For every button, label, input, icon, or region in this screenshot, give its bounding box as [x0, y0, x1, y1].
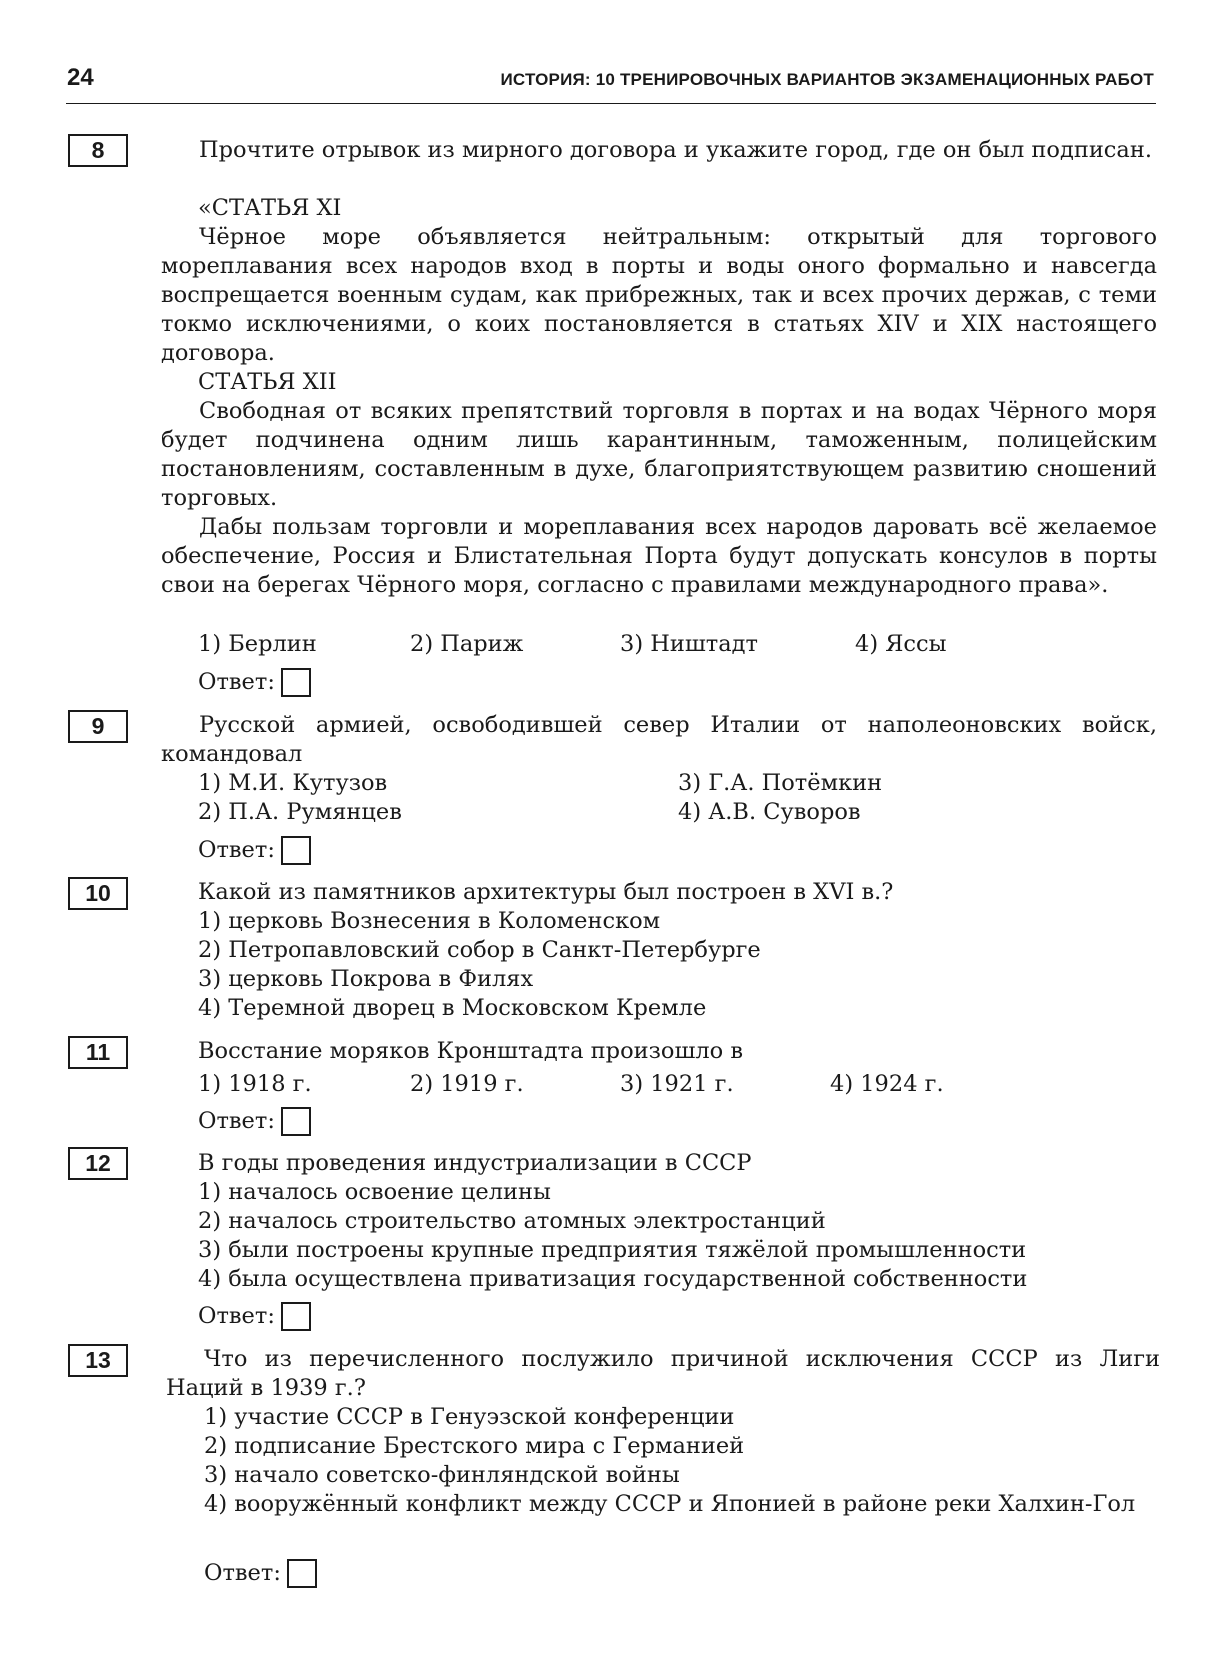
task-number-8: 8 — [68, 134, 128, 167]
task-8-option-4: 4) Яссы — [855, 631, 947, 657]
task-10-question: Какой из памятников архитектуры был построен в XVI в.? — [198, 879, 894, 905]
task-8-option-1: 1) Берлин — [198, 631, 317, 657]
task-11-option-4: 4) 1924 г. — [830, 1071, 944, 1097]
answer-label: Ответ: — [198, 1108, 275, 1134]
running-title: ИСТОРИЯ: 10 ТРЕНИРОВОЧНЫХ ВАРИАНТОВ ЭКЗАМЕНАЦИОННЫХ РАБОТ — [500, 70, 1154, 89]
task-9-option-2: 2) П.А. Румянцев — [198, 799, 402, 825]
task-12-option-4: 4) была осуществлена приватизация государственной собственности — [198, 1266, 1028, 1292]
answer-label: Ответ: — [204, 1560, 281, 1586]
task-12-option-3: 3) были построены крупные предприятия тяжёлой промышленности — [198, 1237, 1027, 1263]
task-12-answer — [198, 1300, 311, 1332]
task-13-answer — [204, 1557, 317, 1589]
task-9-option-1: 1) М.И. Кутузов — [198, 770, 388, 796]
task-13-question: Что из перечисленного послужило причиной исключения СССР из Лиги Наций в 1939 г.? — [166, 1346, 1160, 1401]
task-number-12: 12 — [68, 1147, 128, 1180]
task-11-answer-box[interactable] — [281, 1107, 311, 1136]
task-12-question: В годы проведения индустриализации в СССР — [198, 1150, 752, 1176]
task-11-answer — [198, 1105, 311, 1137]
task-9-answer-box[interactable] — [281, 836, 311, 865]
task-13-option-4: 4) вооружённый конфликт между СССР и Японией в районе реки Халхин-Гол — [204, 1491, 1136, 1517]
task-number-10: 10 — [68, 877, 128, 910]
task-8-option-2: 2) Париж — [410, 631, 524, 657]
task-number-13: 13 — [68, 1344, 128, 1377]
task-10-option-3: 3) церковь Покрова в Филях — [198, 966, 534, 992]
task-13-option-1: 1) участие СССР в Генуэзской конференции — [204, 1404, 735, 1430]
task-12-option-2: 2) началось строительство атомных электростанций — [198, 1208, 826, 1234]
task-number-11: 11 — [68, 1036, 128, 1069]
task-11-question: Восстание моряков Кронштадта произошло в — [198, 1038, 744, 1064]
task-9-option-3: 3) Г.А. Потёмкин — [678, 770, 883, 796]
excerpt-article-12-text-1: Свободная от всяких препятствий торговля в портах и на водах Чёрного моря будет подчинена одним лишь карантинным, таможенным, полицейским постановлениям, составленным в духе, благоприятствующем развитию сношений торговых. — [161, 398, 1157, 511]
excerpt-article-11-heading: «СТАТЬЯ XI — [198, 195, 342, 221]
task-12-answer-box[interactable] — [281, 1302, 311, 1331]
task-11-option-2: 2) 1919 г. — [410, 1071, 524, 1097]
task-9-question: Русской армией, освободившей север Италии от наполеоновских войск, командовал — [161, 712, 1157, 767]
task-13-answer-box[interactable] — [287, 1559, 317, 1588]
task-8-option-3: 3) Ништадт — [620, 631, 758, 657]
task-11-option-3: 3) 1921 г. — [620, 1071, 734, 1097]
task-10-option-4: 4) Теремной дворец в Московском Кремле — [198, 995, 707, 1021]
header-divider — [66, 103, 1156, 104]
task-8-answer — [198, 666, 311, 698]
task-9-answer — [198, 834, 311, 866]
answer-label: Ответ: — [198, 1303, 275, 1329]
task-11-option-1: 1) 1918 г. — [198, 1071, 312, 1097]
task-number-9: 9 — [68, 710, 128, 743]
excerpt-article-12-text-2: Дабы пользам торговли и мореплавания всех народов даровать всё желаемое обеспечение, Россия и Блистательная Порта будут допускать консулов в порты свои на берегах Чёрного моря, согласно с правилами международного права». — [161, 514, 1157, 598]
page-number: 24 — [67, 64, 94, 91]
answer-label: Ответ: — [198, 837, 275, 863]
task-8-answer-box[interactable] — [281, 668, 311, 697]
answer-label: Ответ: — [198, 669, 275, 695]
task-8-question: Прочтите отрывок из мирного договора и укажите город, где он был подписан. — [199, 137, 1152, 163]
task-10-option-2: 2) Петропавловский собор в Санкт-Петербурге — [198, 937, 761, 963]
task-13-option-3: 3) начало советско-финляндской войны — [204, 1462, 680, 1488]
task-13-option-2: 2) подписание Брестского мира с Германией — [204, 1433, 745, 1459]
excerpt-article-12-heading: СТАТЬЯ XII — [198, 369, 337, 395]
task-10-option-1: 1) церковь Вознесения в Коломенском — [198, 908, 661, 934]
task-9-option-4: 4) А.В. Суворов — [678, 799, 861, 825]
excerpt-article-11-text: Чёрное море объявляется нейтральным: открытый для торгового мореплавания всех народов вход в порты и воды оного формально и навсегда воспрещается военным судам, как прибрежных, так и всех прочих держав, с теми токмо исключениями, о коих постановляется в статьях XIV и XIX настоящего договора. — [161, 224, 1157, 366]
task-12-option-1: 1) началось освоение целины — [198, 1179, 551, 1205]
